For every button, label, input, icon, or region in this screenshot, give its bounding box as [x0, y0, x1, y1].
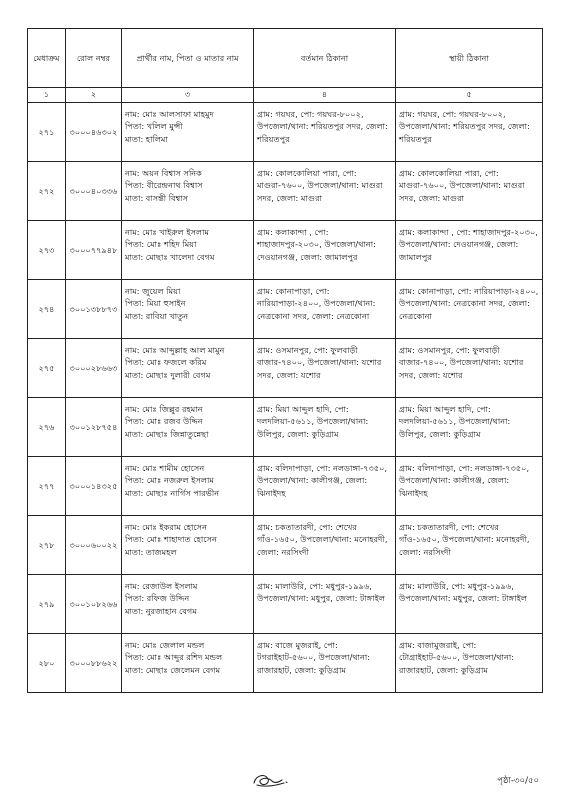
- name-cell: [122, 457, 254, 516]
- permanent-address-cell: [396, 162, 543, 221]
- name-cell: [122, 221, 254, 280]
- column-number: ৩: [122, 88, 254, 103]
- permanent-address-text: গ্রাম: গয়ঘর, পো: গয়ঘর-৮০০২, উপজেলা/থানা: শরিয়তপুর সদর, জেলা: শরিয়তপুর: [399, 109, 530, 144]
- roll-cell: ৩০০১২৮৭৫৪: [66, 398, 122, 457]
- table-row: [28, 339, 543, 398]
- table-row: [28, 634, 543, 693]
- roll-cell: ৩০০১৩৮৮৭৩: [66, 280, 122, 339]
- roll-cell: ৩০০০১৪৩২৫: [66, 457, 122, 516]
- permanent-address-cell: [396, 457, 543, 516]
- table-row: [28, 221, 543, 280]
- name-line: পিতা: খলিল মুন্সী: [125, 121, 183, 132]
- permanent-address-text: গ্রাম: বলিদাপাড়া, পো: নলডাঙ্গা-৭৩৫০, উপজেলা/থানা: কালীগঞ্জ, জেলা: ঝিনাইদহ: [399, 463, 530, 498]
- name-line: নাম: মোঃ আলসাফা মাহমুদ: [125, 109, 214, 119]
- candidate-table: [27, 28, 543, 693]
- name-cell: [122, 280, 254, 339]
- present-address-cell: [254, 575, 396, 634]
- name-line: পিতা: মিয়া হুসাইন: [125, 298, 186, 309]
- permanent-address-text: গ্রাম: বাজামুজরাই, পো: টোগ্রাইহাট-৫৬০০, উপজেলা/থানা: রাজারহাট, জেলা: কুড়িগ্রাম: [399, 640, 514, 675]
- name-cell: [122, 398, 254, 457]
- permanent-address-cell: [396, 575, 543, 634]
- present-address-text: গ্রাম: গয়ঘর, পো: গয়ঘর-৮০০২, উপজেলা/থানা: শরিয়তপুর সদর, জেলা: শরিয়তপুর: [257, 109, 388, 144]
- name-cell: [122, 162, 254, 221]
- name-line: মাতা: রাবিয়া খাতুন: [125, 310, 189, 321]
- present-address-cell: [254, 339, 396, 398]
- present-address-cell: [254, 221, 396, 280]
- permanent-address-text: গ্রাম: চকতাতারদী, পো: শেখের গাঁও-১৬৫০, উপজেলা/থানা: মনোহরদী, জেলা: নরসিংদী: [399, 522, 530, 557]
- signature: [248, 770, 290, 790]
- header-permanent-address: স্থায়ী ঠিকানা: [396, 29, 543, 88]
- table-row: [28, 103, 543, 162]
- column-number: ১: [28, 88, 66, 103]
- name-line: নাম: মোঃ আব্দুল্লাহ আল মামুন: [125, 345, 225, 355]
- present-address-cell: [254, 162, 396, 221]
- name-line: মাতা: মোছাঃ নার্গিস পারভীন: [125, 487, 220, 498]
- permanent-address-cell: [396, 398, 543, 457]
- present-address-cell: [254, 398, 396, 457]
- name-line: মাতা: মোছাঃ দুলারী বেগম: [125, 369, 211, 380]
- serial-cell: ২৭৫: [28, 339, 66, 398]
- serial-cell: ২৭৯: [28, 575, 66, 634]
- permanent-address-cell: [396, 339, 543, 398]
- present-address-text: গ্রাম: বলিদাপাড়া, পো: নলডাঙ্গা-৭৩৫০, উপজেলা/থানা: কালীগঞ্জ, জেলা: ঝিনাইদহ: [257, 463, 388, 498]
- header-roll: রোল নম্বর: [66, 29, 122, 88]
- table-row: [28, 575, 543, 634]
- serial-cell: ২৭৩: [28, 221, 66, 280]
- roll-cell: ৩০০০২৮৬৬৩: [66, 339, 122, 398]
- name-cell: [122, 103, 254, 162]
- name-line: মাতা: নুরজাহান বেগম: [125, 605, 197, 616]
- permanent-address-text: গ্রাম: ওসমানপুর, পো: ফুলবাড়ী বাজার-৭৪০০, উপজেলা/থানা: যশোর সদর, জেলা: যশোর: [399, 345, 524, 380]
- header-serial: মেধাক্রম: [28, 29, 66, 88]
- roll-cell: ৩০০০৪০৩৩৬: [66, 162, 122, 221]
- header-name: প্রার্থীর নাম, পিতা ও মাতার নাম: [122, 29, 254, 88]
- name-line: মাতা: তাজমহল: [125, 546, 177, 557]
- name-line: মাতা: মোছাঃ জিন্নাতুন্নেছা: [125, 428, 209, 439]
- permanent-address-text: গ্রাম: মিয়া আব্দুল হাদি, পো: দলদলিয়া-৫৬১১, উপজেলা/থানা: উলিপুর, জেলা: কুড়িগ্রাম: [399, 404, 511, 439]
- page-number: পৃষ্ঠা-৩০/৫০: [497, 776, 539, 786]
- present-address-cell: [254, 457, 396, 516]
- roll-cell: ৩০০০৭৭৯৪৮: [66, 221, 122, 280]
- present-address-cell: [254, 634, 396, 693]
- name-line: পিতা: বীরেন্দ্রনাথ বিশ্বাস: [125, 180, 203, 191]
- name-line: মাতা: মোছাঃ জেলেমন বেগম: [125, 664, 221, 675]
- name-line: পিতা: মোঃ নজরুল ইসলাম: [125, 475, 214, 486]
- name-cell: [122, 634, 254, 693]
- name-line: নাম: অয়ন বিশ্বাস সনিক: [125, 168, 202, 178]
- name-line: পিতা: মোঃ শহিদ মিয়া: [125, 239, 197, 250]
- present-address-text: গ্রাম: মালাউরি, পো: মধুপুর-১৯৯৬, উপজেলা/থানা: মধুপুর, জেলা: টাঙ্গাইল: [257, 581, 385, 604]
- roll-cell: ৩০০১০৮২৬৬: [66, 575, 122, 634]
- table-body: [28, 103, 543, 693]
- name-line: পিতা: মোঃ ফজলে করিম: [125, 357, 207, 368]
- name-cell: [122, 339, 254, 398]
- name-cell: [122, 575, 254, 634]
- roll-cell: ৩০০০৮৮৬২২: [66, 634, 122, 693]
- serial-cell: ২৭৮: [28, 516, 66, 575]
- present-address-text: গ্রাম: চকতাতারদী, পো: শেখের গাঁও-১৬৫০, উপজেলা/থানা: মনোহরদী, জেলা: নরসিংদী: [257, 522, 388, 557]
- permanent-address-cell: [396, 103, 543, 162]
- table-row: [28, 162, 543, 221]
- column-number: ৫: [396, 88, 543, 103]
- present-address-text: গ্রাম: কোলকোলিয়া পারা, পো: মাগুরা-৭৬০০, উপজেলা/থানা: মাগুরা সদর, জেলা: মাগুরা: [257, 168, 383, 203]
- permanent-address-text: গ্রাম: কোনাপাড়া, পো: নারিয়াপাড়া-২৪০০, উপজেলা/থানা: নেত্রকোনা সদর, জেলা: নেত্রকোনা: [399, 286, 539, 321]
- name-line: নাম: জুয়েল মিয়া: [125, 286, 181, 296]
- name-line: পিতা: মোঃ আব্দুর রশিদ মন্ডল: [125, 652, 223, 663]
- serial-cell: ২৭৪: [28, 280, 66, 339]
- present-address-text: গ্রাম: কোনাপাড়া, পো: নারিয়াপাড়া-২৪০০, উপজেলা/থানা: নেত্রকোনা সদর, জেলা: নেত্রকোনা: [257, 286, 376, 321]
- permanent-address-cell: [396, 634, 543, 693]
- column-number: ৪: [254, 88, 396, 103]
- name-line: মাতা: বাসন্তী বিশ্বাস: [125, 192, 189, 203]
- name-line: নাম: মোঃ শামীম হোসেন: [125, 463, 205, 473]
- roll-cell: ৩০০০৬০০২২: [66, 516, 122, 575]
- column-number: ২: [66, 88, 122, 103]
- present-address-text: গ্রাম: কলাকান্দা , পো: শাহাজাদপুর-২০৩০, উপজেলা/থানা: দেওয়ানগঞ্জ, জেলা: জামালপুর: [257, 227, 376, 262]
- serial-cell: ২৭৬: [28, 398, 66, 457]
- name-line: নাম: মোঃ খাইরুল ইসলাম: [125, 227, 210, 237]
- name-line: নাম: মোঃ জিল্লুর রহমান: [125, 404, 203, 414]
- roll-cell: ৩০০০৪৬৩০২: [66, 103, 122, 162]
- present-address-cell: [254, 103, 396, 162]
- serial-cell: ২৭১: [28, 103, 66, 162]
- name-line: মাতা: হালিমা: [125, 133, 168, 144]
- permanent-address-cell: [396, 280, 543, 339]
- present-address-cell: [254, 516, 396, 575]
- serial-cell: ২৮০: [28, 634, 66, 693]
- table-row: [28, 457, 543, 516]
- permanent-address-cell: [396, 221, 543, 280]
- table-header: [28, 29, 543, 103]
- name-line: পিতা: রফিজ উদ্দিন: [125, 593, 190, 604]
- name-cell: [122, 516, 254, 575]
- present-address-text: গ্রাম: বাজে মুজরাই, পো: টগরাইহাট-৫৬০০, উপজেলা/থানা: রাজারহাট, জেলা: কুড়িগ্রাম: [257, 640, 371, 675]
- table-row: [28, 280, 543, 339]
- serial-cell: ২৭৭: [28, 457, 66, 516]
- name-line: মাতা: মোছাঃ খালেদা বেগম: [125, 251, 215, 262]
- present-address-text: গ্রাম: মিয়া আব্দুল হাদি, পো: দলদলিয়া-৫৬১১, উপজেলা/থানা: উলিপুর, জেলা: কুড়িগ্রাম: [257, 404, 369, 439]
- name-line: পিতা: মোঃ শাহাদাত হোসেন: [125, 534, 217, 545]
- table-row: [28, 516, 543, 575]
- permanent-address-cell: [396, 516, 543, 575]
- present-address-cell: [254, 280, 396, 339]
- name-line: নাম: মোঃ ইকরাম হোসেন: [125, 522, 207, 532]
- header-present-address: বর্তমান ঠিকানা: [254, 29, 396, 88]
- serial-cell: ২৭২: [28, 162, 66, 221]
- present-address-text: গ্রাম: ওসমানপুর, পো: ফুলবাড়ী বাজার-৭৪০০, উপজেলা/থানা: যশোর সদর, জেলা: যশোর: [257, 345, 382, 380]
- name-line: পিতা: মোঃ রজব উদ্দিন: [125, 416, 203, 427]
- table-row: [28, 398, 543, 457]
- permanent-address-text: গ্রাম: কোলকোলিয়া পারা, পো: মাগুরা-৭৬০০, উপজেলা/থানা: মাগুরা সদর, জেলা: মাগুরা: [399, 168, 525, 203]
- name-line: নাম: রেজাউল ইসলাম: [125, 581, 198, 591]
- permanent-address-text: গ্রাম: কলাকান্দা , পো: শাহাজাদপুর-২০৩০, উপজেলা/থানা: দেওয়ানগঞ্জ, জেলা: জামালপুর: [399, 227, 538, 262]
- permanent-address-text: গ্রাম: মালাউরি, পো: মধুপুর-১৯৯৬, উপজেলা/থানা: মধুপুর, জেলা: টাঙ্গাইল: [399, 581, 527, 604]
- name-line: নাম: মোঃ জেলাল মন্ডল: [125, 640, 205, 650]
